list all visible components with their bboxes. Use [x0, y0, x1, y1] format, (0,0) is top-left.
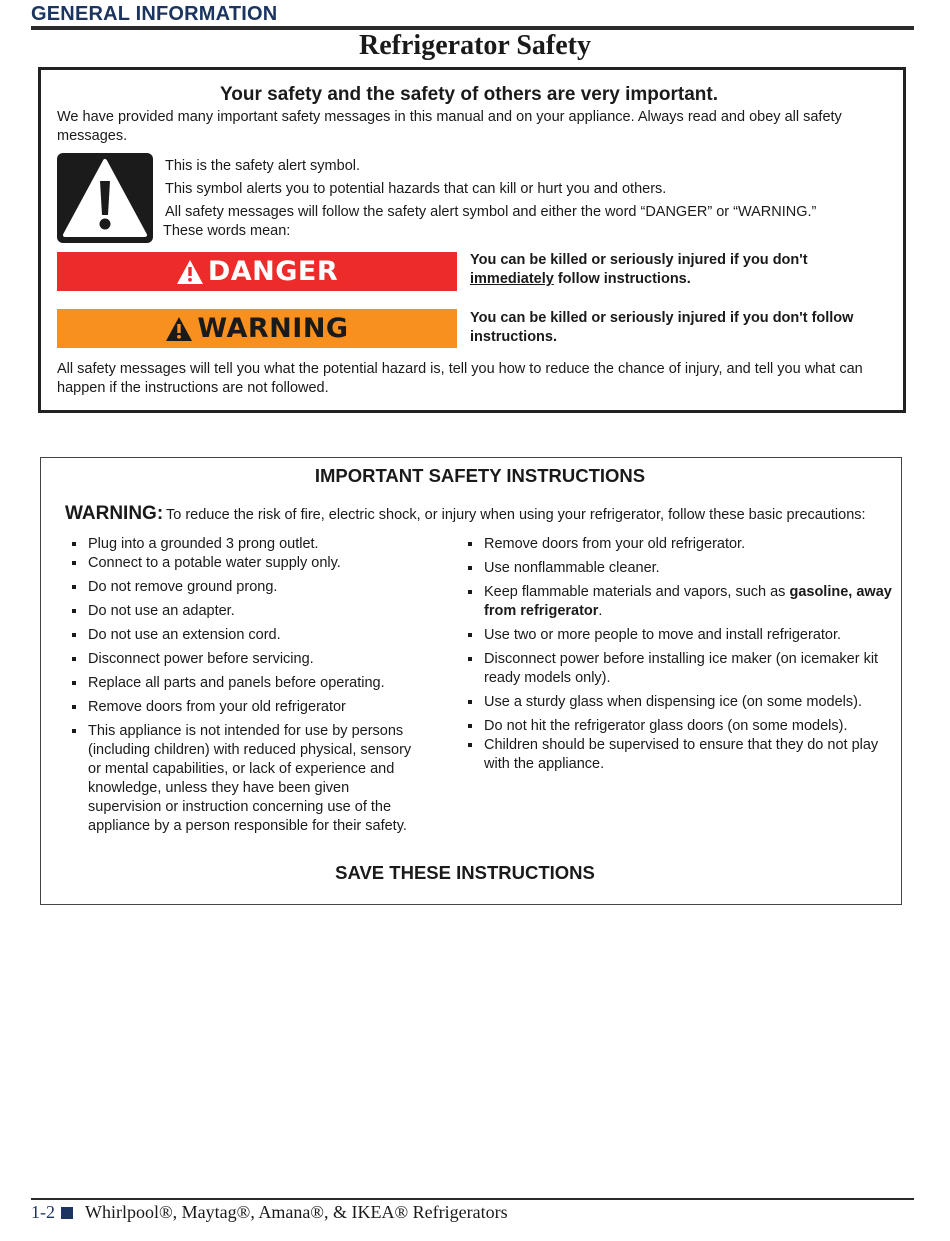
alert-line: These words mean:: [163, 223, 291, 239]
list-item: Do not remove ground prong.: [71, 578, 421, 597]
list-item: Do not hit the refrigerator glass doors (on some models).: [467, 717, 892, 736]
danger-desc-text: follow instructions.: [553, 271, 691, 287]
list-item: Disconnect power before installing ice maker (on icemaker kit ready models only).: [467, 650, 892, 688]
warning-text: To reduce the risk of fire, electric shock, or injury when using your refrigerator, follow these basic precautions:: [166, 507, 866, 523]
safety-intro: We have provided many important safety messages in this manual and on your appliance. Always read and obey all safety messages.: [57, 109, 842, 144]
safety-heading: Your safety and the safety of others are very important.: [219, 84, 718, 105]
safety-alert-icon: [57, 153, 153, 243]
right-precautions-list: [467, 535, 892, 774]
list-item: Plug into a grounded 3 prong outlet.: [71, 535, 421, 554]
save-instructions: SAVE THESE INSTRUCTIONS: [335, 862, 595, 883]
list-item: This appliance is not intended for use by persons (including children) with reduced physical, sensory or mental capabilities, or lack of experience and knowledge, unless they have been given supervision or instruction concerning use of the appliance by a person responsible for their safety.: [71, 722, 421, 836]
alert-line: All safety messages will follow the safety alert symbol and either the word “DANGER” or “WARNING.”: [165, 204, 817, 220]
danger-label: DANGER: [207, 256, 339, 287]
danger-description: [470, 251, 895, 289]
list-item: Replace all parts and panels before operating.: [71, 674, 421, 693]
list-item: Remove doors from your old refrigerator: [71, 698, 421, 717]
list-item: Use nonflammable cleaner.: [467, 559, 892, 578]
list-item: Connect to a potable water supply only.: [71, 554, 421, 573]
left-precautions-list: [71, 535, 421, 836]
alert-line: This symbol alerts you to potential hazards that can kill or hurt you and others.: [165, 181, 667, 197]
list-item: Do not use an extension cord.: [71, 626, 421, 645]
footer-square-icon: [61, 1207, 73, 1219]
safety-closing: All safety messages will tell you what the potential hazard is, tell you how to reduce the chance of injury, and tell you what can happen if the instructions are not followed.: [57, 361, 863, 396]
warning-label: WARNING:: [65, 503, 164, 524]
alert-line: This is the safety alert symbol.: [165, 158, 361, 174]
section-header: GENERAL INFORMATION: [31, 3, 278, 25]
list-item: Use a sturdy glass when dispensing ice (on some models).: [467, 693, 892, 712]
list-item: [467, 583, 892, 621]
list-item-bold: gasoline, away from refrigerator: [484, 584, 892, 619]
list-item: Remove doors from your old refrigerator.: [467, 535, 892, 554]
footer-rule: [31, 1198, 914, 1200]
footer-brands: Whirlpool®, Maytag®, Amana®, & IKEA® Refrigerators: [85, 1202, 508, 1222]
list-item-text: Keep flammable materials and vapors, such as: [484, 584, 790, 600]
instructions-heading: IMPORTANT SAFETY INSTRUCTIONS: [314, 465, 646, 486]
warning-signal-bar: [57, 309, 457, 348]
footer: [31, 1202, 508, 1223]
danger-alert-icon: [176, 259, 204, 285]
list-item: Do not use an adapter.: [71, 602, 421, 621]
danger-desc-emphasis: immediately: [470, 271, 554, 287]
danger-desc-text: You can be killed or seriously injured if you don't: [470, 252, 808, 268]
list-item-text: .: [598, 603, 603, 619]
page-title: Refrigerator Safety: [359, 30, 591, 61]
page-number: 1-2: [31, 1202, 55, 1222]
warning-label: WARNING: [197, 313, 349, 344]
list-item: Use two or more people to move and install refrigerator.: [467, 626, 892, 645]
warning-description: You can be killed or seriously injured if you don't follow instructions.: [470, 310, 854, 345]
list-item: Children should be supervised to ensure that they do not play with the appliance.: [467, 736, 892, 774]
warning-alert-icon: [165, 316, 193, 342]
list-item: Disconnect power before servicing.: [71, 650, 421, 669]
danger-signal-bar: [57, 252, 457, 291]
